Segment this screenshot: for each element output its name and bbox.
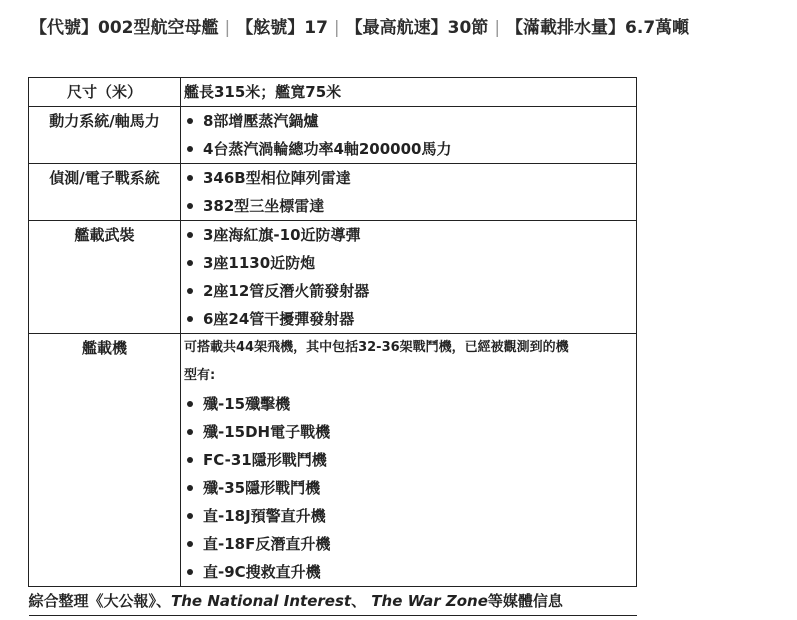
list-item: 4台蒸汽渦輪總功率4軸200000馬力: [184, 135, 636, 163]
list-item: 殲-15殲擊機: [184, 390, 636, 418]
spec-table: [28, 77, 637, 616]
table-row-source: [29, 587, 637, 616]
list-item: 382型三坐標雷達: [184, 192, 636, 220]
row-label: 艦載武裝: [29, 221, 181, 334]
dimensions-text: 艦長315米；艦寬75米: [184, 83, 342, 101]
header-value-hull-number: 17: [304, 18, 328, 38]
header-value-max-speed: 30節: [447, 18, 489, 38]
row-label: 尺寸（米）: [29, 78, 181, 107]
list-item: 8部增壓蒸汽鍋爐: [184, 107, 636, 135]
list-item: 直-18J預警直升機: [184, 502, 636, 530]
source-national-interest: The National Interest: [171, 592, 352, 610]
row-label: 偵測/電子戰系統: [29, 164, 181, 221]
source-note: [29, 587, 637, 616]
list-item: 直-9C搜救直升機: [184, 558, 636, 586]
header-label-code: 【代號】: [30, 18, 98, 38]
list-item: 3座1130近防炮: [184, 249, 636, 277]
row-value: [181, 221, 637, 334]
list-item: 3座海紅旗-10近防導彈: [184, 221, 636, 249]
row-value: [181, 164, 637, 221]
aircraft-intro-line-2: 型有:: [184, 368, 216, 383]
list-item: 殲-15DH電子戰機: [184, 418, 636, 446]
list-item: 直-18F反潛直升機: [184, 530, 636, 558]
row-value: [181, 78, 637, 107]
table-row-dimensions: [29, 78, 637, 107]
row-value: [181, 334, 637, 587]
list-item: FC-31隱形戰鬥機: [184, 446, 636, 474]
source-prefix: 綜合整理《大公報》、: [28, 592, 172, 610]
header-value-code: 002型航空母艦: [98, 18, 219, 38]
list-item: 346B型相位陣列雷達: [184, 164, 636, 192]
source-suffix: 等媒體信息: [487, 592, 563, 610]
bullet-list: [184, 221, 636, 333]
bullet-list: [184, 164, 636, 220]
aircraft-intro-line-1: 可搭載共44架飛機，其中包括32-36架戰鬥機，已經被觀測到的機: [184, 340, 569, 355]
bullet-list: [184, 107, 636, 163]
header-value-displacement: 6.7萬噸: [625, 18, 690, 38]
row-label: 動力系統/軸馬力: [29, 107, 181, 164]
source-war-zone: The War Zone: [371, 592, 488, 610]
list-item: 6座24管干擾彈發射器: [184, 305, 636, 333]
header-label-displacement: 【滿載排水量】: [506, 18, 626, 38]
row-value: [181, 107, 637, 164]
table-row-aircraft: [29, 334, 637, 587]
table-row-propulsion: [29, 107, 637, 164]
header-label-hull-number: 【舷號】: [236, 18, 305, 38]
header-separator: |: [333, 18, 340, 38]
list-item: 2座12管反潛火箭發射器: [184, 277, 636, 305]
source-middle: 、: [351, 592, 372, 610]
spec-header: [30, 16, 689, 40]
row-label: 艦載機: [29, 334, 181, 587]
header-separator: |: [224, 18, 231, 38]
header-separator: |: [494, 18, 501, 38]
bullet-list: [184, 390, 636, 586]
list-item: 殲-35隱形戰鬥機: [184, 474, 636, 502]
header-label-max-speed: 【最高航速】: [345, 18, 448, 38]
table-row-sensors: [29, 164, 637, 221]
table-row-armament: [29, 221, 637, 334]
